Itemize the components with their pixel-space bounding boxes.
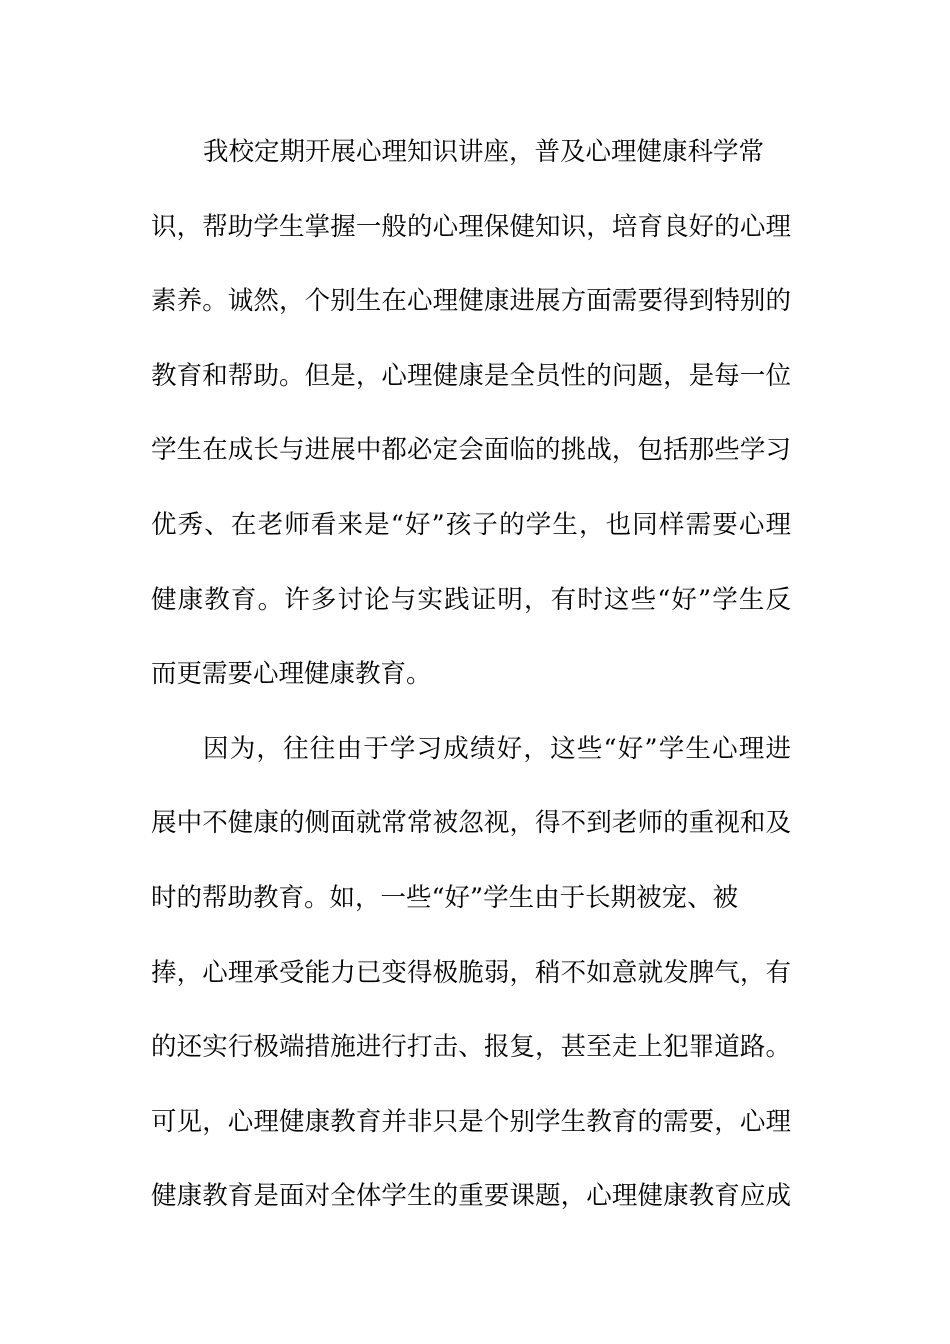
body-text: [151, 128, 791, 1247]
text-line: 健康教育是面对全体学生的重要课题，心理健康教育应成: [151, 1181, 791, 1212]
text-line: 时的帮助教育。如，一些“好”学生由于长期被宠、被: [151, 882, 739, 913]
text-line: 学生在成长与进展中都必定会面临的挑战，包括那些学习: [151, 435, 791, 466]
text-line: 而更需要心理健康教育。: [151, 659, 432, 690]
text-line: 优秀、在老师看来是“好”孩子的学生，也同样需要心理: [151, 509, 791, 540]
text-line: 识，帮助学生掌握一般的心理保健知识，培育良好的心理: [151, 211, 791, 242]
text-line: 的还实行极端措施进行打击、报复，甚至走上犯罪道路。: [151, 1032, 791, 1063]
text-line: 教育和帮助。但是，心理健康是全员性的问题，是每一位: [151, 360, 791, 391]
text-line: 我校定期开展心理知识讲座，普及心理健康科学常: [203, 137, 765, 167]
text-line: 素养。诚然，个别生在心理健康进展方面需要得到特别的: [151, 286, 791, 317]
text-line: 捧，心理承受能力已变得极脆弱，稍不如意就发脾气，有: [151, 957, 791, 988]
text-line: 因为，往往由于学习成绩好，这些“好”学生心理进: [203, 733, 791, 764]
text-line: 展中不健康的侧面就常常被忽视，得不到老师的重视和及: [151, 808, 791, 839]
text-line: 可见，心理健康教育并非只是个别学生教育的需要，心理: [151, 1106, 791, 1137]
text-line: 健康教育。许多讨论与实践证明，有时这些“好”学生反: [151, 584, 791, 615]
